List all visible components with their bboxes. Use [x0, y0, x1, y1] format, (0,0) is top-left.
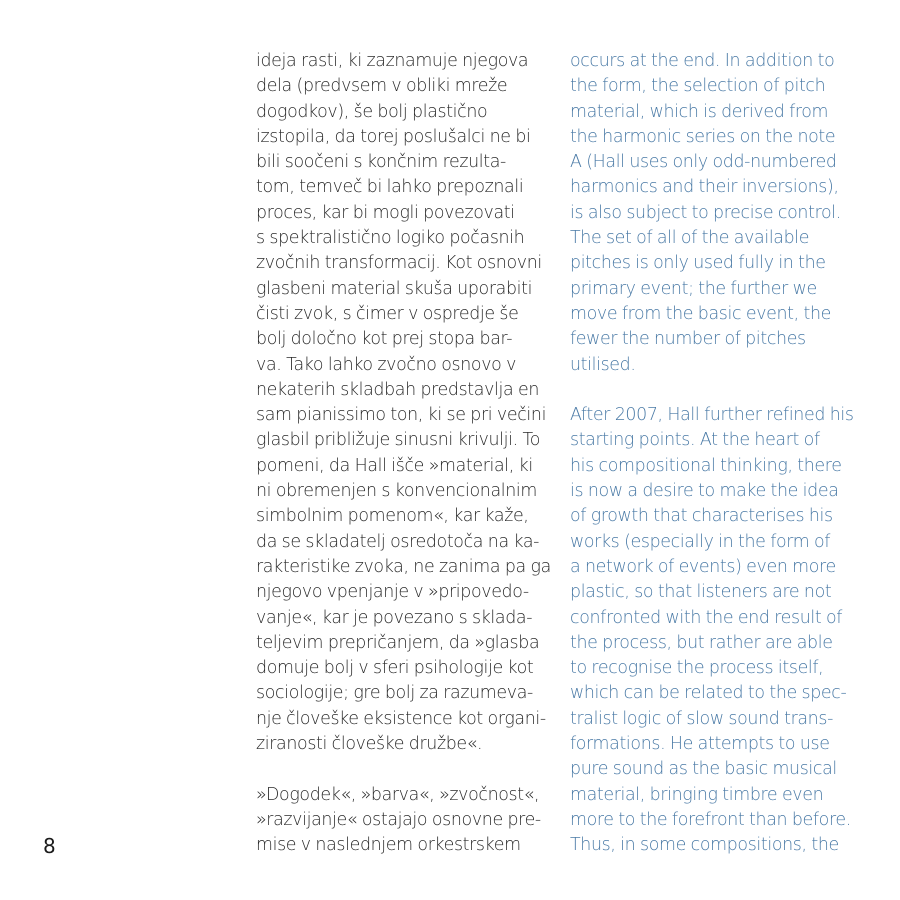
slovenian-text-column [256, 49, 556, 859]
text-line: ni obremenjen s konvencionalnim [256, 481, 537, 502]
paragraph-spacer [570, 378, 870, 403]
text-line: izstopila, da torej poslušalci ne bi [256, 126, 531, 147]
text-line: more to the forefront than before. [570, 809, 851, 830]
text-line: which can be related to the spec- [570, 683, 847, 704]
text-line: harmonics and their inversions), [570, 177, 839, 198]
text-line: zvočnih transformacij. Kot osnovni [256, 253, 542, 274]
text-line: A (Hall uses only odd-numbered [570, 152, 837, 173]
text-line: pitches is only used fully in the [570, 253, 826, 274]
text-line: primary event; the further we [570, 278, 817, 299]
text-line: the form, the selection of pitch [570, 76, 826, 97]
page-number: 8 [43, 834, 56, 858]
paragraph [570, 403, 870, 858]
text-line: his compositional thinking, there [570, 455, 842, 476]
text-line: The set of all of the available [570, 228, 810, 249]
paragraph [256, 49, 556, 757]
text-line: domuje bolj v sferi psihologije kot [256, 658, 534, 679]
text-line: teljevim prepričanjem, da »glasba [256, 632, 540, 653]
text-line: va. Tako lahko zvočno osnovo v [256, 354, 517, 375]
text-line: simbolnim pomenom«, kar kaže, [256, 506, 529, 527]
text-line: glasbeni material skuša uporabiti [256, 278, 533, 299]
text-line: dogodkov), še bolj plastično [256, 101, 488, 122]
text-line: proces, kar bi mogli povezovati [256, 202, 515, 223]
text-line: material, which is derived from [570, 101, 829, 122]
text-line: move from the basic event, the [570, 303, 831, 324]
text-line: »razvijanje« ostajajo osnovne pre- [256, 809, 541, 830]
text-line: nekaterih skladbah predstavlja en [256, 379, 539, 400]
text-line: formations. He attempts to use [570, 734, 830, 755]
text-line: »Dogodek«, »barva«, »zvočnost«, [256, 784, 540, 805]
text-line: čisti zvok, s čimer v ospredje še [256, 303, 519, 324]
text-line: s spektralistično logiko počasnih [256, 228, 525, 249]
text-line: occurs at the end. In addition to [570, 51, 835, 71]
text-line: After 2007, Hall further refined his [570, 405, 854, 426]
english-text-column [570, 49, 870, 859]
text-line: sociologije; gre bolj za razumeva- [256, 683, 533, 704]
text-line: mise v naslednjem orkestrskem [256, 835, 521, 856]
text-line: pure sound as the basic musical [570, 759, 837, 780]
text-line: utilised. [570, 354, 636, 375]
text-line: pomeni, da Hall išče »material, ki [256, 455, 533, 476]
text-line: njegovo vpenjanje v »pripovedo- [256, 582, 529, 603]
text-line: sam pianissimo ton, ki se pri večini [256, 405, 547, 426]
text-line: to recognise the process itself, [570, 658, 824, 679]
paragraph [570, 49, 870, 378]
paragraph [256, 783, 556, 859]
text-line: da se skladatelj osredotoča na ka- [256, 531, 540, 552]
text-line: is also subject to precise control. [570, 202, 841, 223]
text-line: confronted with the end result of [570, 607, 843, 628]
text-line: fewer the number of pitches [570, 329, 806, 350]
text-line: is now a desire to make the idea [570, 481, 839, 502]
text-line: plastic, so that listeners are not [570, 582, 832, 603]
text-line: Thus, in some compositions, the [570, 835, 839, 856]
text-line: starting points. At the heart of [570, 430, 820, 451]
text-line: a network of events) even more [570, 556, 836, 577]
text-line: the process, but rather are able [570, 632, 833, 653]
text-line: nje človeške eksistence kot organi- [256, 708, 546, 729]
text-line: the harmonic series on the note [570, 126, 836, 147]
text-line: dela (predvsem v obliki mreže [256, 76, 508, 97]
text-line: works (especially in the form of [570, 531, 831, 552]
text-line: of growth that characterises his [570, 506, 833, 527]
text-line: bolj določno kot prej stopa bar- [256, 329, 513, 350]
text-line: tom, temveč bi lahko prepoznali [256, 177, 524, 198]
text-line: rakteristike zvoka, ne zanima pa ga [256, 556, 551, 577]
text-line: ideja rasti, ki zaznamuje njegova [256, 51, 529, 71]
text-line: tralist logic of slow sound trans- [570, 708, 833, 729]
text-line: ziranosti človeške družbe«. [256, 734, 483, 755]
text-line: material, bringing timbre even [570, 784, 824, 805]
text-line: bili soočeni s končnim rezulta- [256, 152, 506, 173]
text-line: glasbil približuje sinusni krivulji. To [256, 430, 541, 451]
paragraph-spacer [256, 757, 556, 782]
text-line: vanje«, kar je povezano s sklada- [256, 607, 533, 628]
